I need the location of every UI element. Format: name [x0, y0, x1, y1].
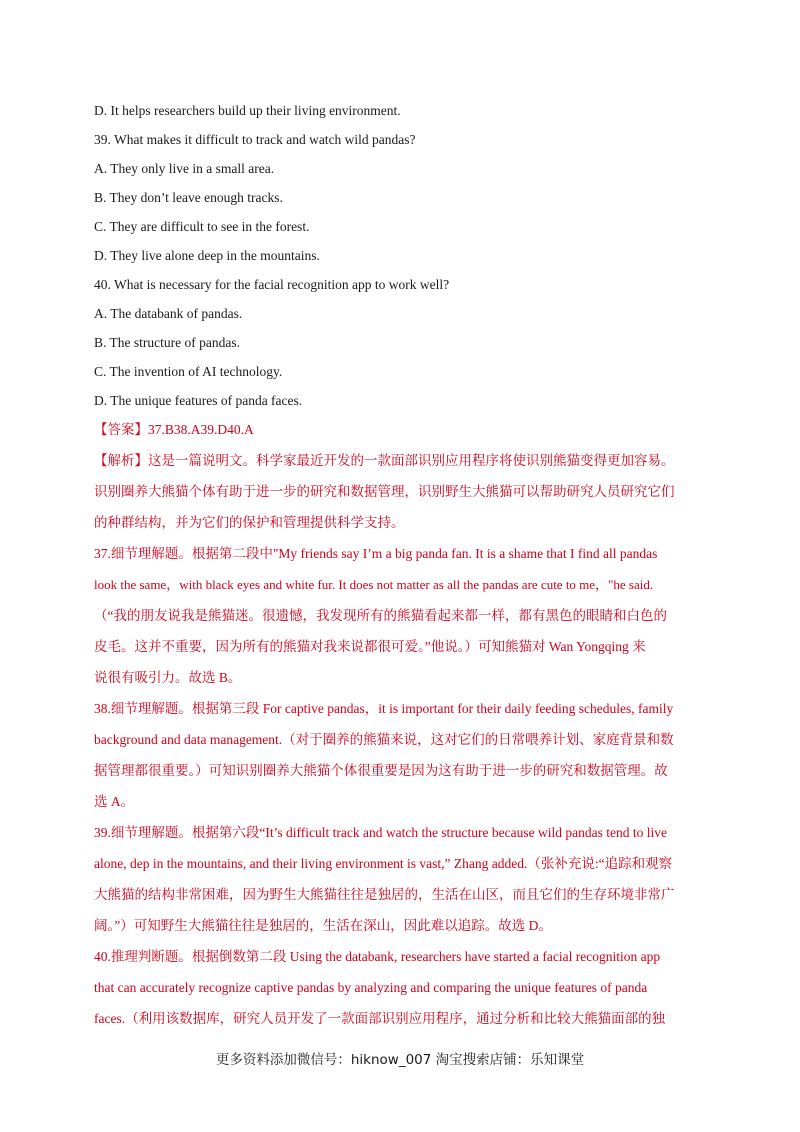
question-40: 40. What is necessary for the facial recognition app to work well?: [94, 277, 450, 292]
option-39-b: B. They don’t leave enough tracks.: [94, 190, 283, 205]
option-39-a: A. They only live in a small area.: [94, 161, 275, 176]
explanation-line: 选 A。: [94, 794, 135, 809]
explanation-line: 阔。”）可知野生大熊猫往往是独居的，生活在深山，因此难以追踪。故选 D。: [94, 918, 552, 933]
explanation-line: 40.推理判断题。根据倒数第二段 Using the databank, researchers have started a facial recognition app: [94, 949, 661, 964]
option-40-a: A. The databank of pandas.: [94, 306, 243, 321]
question-39: 39. What makes it difficult to track and watch wild pandas?: [94, 132, 416, 147]
explanation-line: background and data management.（对于圈养的熊猫来说，这对它们的日常喂养计划、家庭背景和数: [94, 732, 674, 747]
explanation-line: （“我的朋友说我是熊猫迷。很遗憾，我发现所有的熊猫看起来都一样，都有黑色的眼睛和白色的: [94, 608, 667, 623]
explanation-line: 皮毛。这并不重要，因为所有的熊猫对我来说都很可爱。”他说。）可知熊猫对 Wan Yongqing 来: [94, 639, 646, 654]
page-footer: 更多资料添加微信号：hiknow_007 淘宝搜索店铺：乐知课堂: [215, 1052, 585, 1068]
explanation-line: that can accurately recognize captive pandas by analyzing and comparing the unique features of panda: [94, 980, 648, 995]
explanation-line: alone, dep in the mountains, and their living environment is vast,” Zhang added.（张补充说:“追踪和观察: [94, 856, 673, 871]
explanation-line: 大熊猫的结构非常困难，因为野生大熊猫往往是独居的，生活在山区，而且它们的生存环境非常广: [94, 887, 675, 902]
explanation-line: 【解析】这是一篇说明文。科学家最近开发的一款面部识别应用程序将使识别熊猫变得更加容易。: [94, 453, 675, 468]
explanation-line: look the same，with black eyes and white fur. It does not matter as all the pandas are cute to me，"he said.: [94, 577, 654, 592]
explanation-line: 说很有吸引力。故选 B。: [94, 670, 242, 685]
answer-key: 【答案】37.B38.A39.D40.A: [94, 422, 254, 437]
option-40-c: C. The invention of AI technology.: [94, 364, 283, 379]
explanation-line: 38.细节理解题。根据第三段 For captive pandas，it is important for their daily feeding schedules, family: [94, 701, 674, 716]
explanation-line: faces.（利用该数据库，研究人员开发了一款面部识别应用程序，通过分析和比较大熊猫面部的独: [94, 1011, 666, 1026]
explanation-line: 的种群结构，并为它们的保护和管理提供科学支持。: [94, 515, 405, 530]
explanation-line: 据管理都很重要。）可知识别圈养大熊猫个体很重要是因为这有助于进一步的研究和数据管理。故: [94, 763, 668, 778]
answer-explanation-block: [94, 414, 714, 1034]
question-block: [94, 96, 714, 415]
option-39-d: D. They live alone deep in the mountains.: [94, 248, 320, 263]
explanation-line: 识别圈养大熊猫个体有助于进一步的研究和数据管理，识别野生大熊猫可以帮助研究人员研究它们: [94, 484, 675, 499]
option-40-b: B. The structure of pandas.: [94, 335, 240, 350]
option-38-d: D. It helps researchers build up their living environment.: [94, 103, 401, 118]
explanation-line: 37.细节理解题。根据第二段中"My friends say I’m a big panda fan. It is a shame that I find all pandas: [94, 546, 658, 561]
explanation-line: 39.细节理解题。根据第六段“It’s difficult track and watch the structure because wild pandas tend to live: [94, 825, 667, 840]
option-40-d: D. The unique features of panda faces.: [94, 393, 303, 408]
option-39-c: C. They are difficult to see in the forest.: [94, 219, 310, 234]
